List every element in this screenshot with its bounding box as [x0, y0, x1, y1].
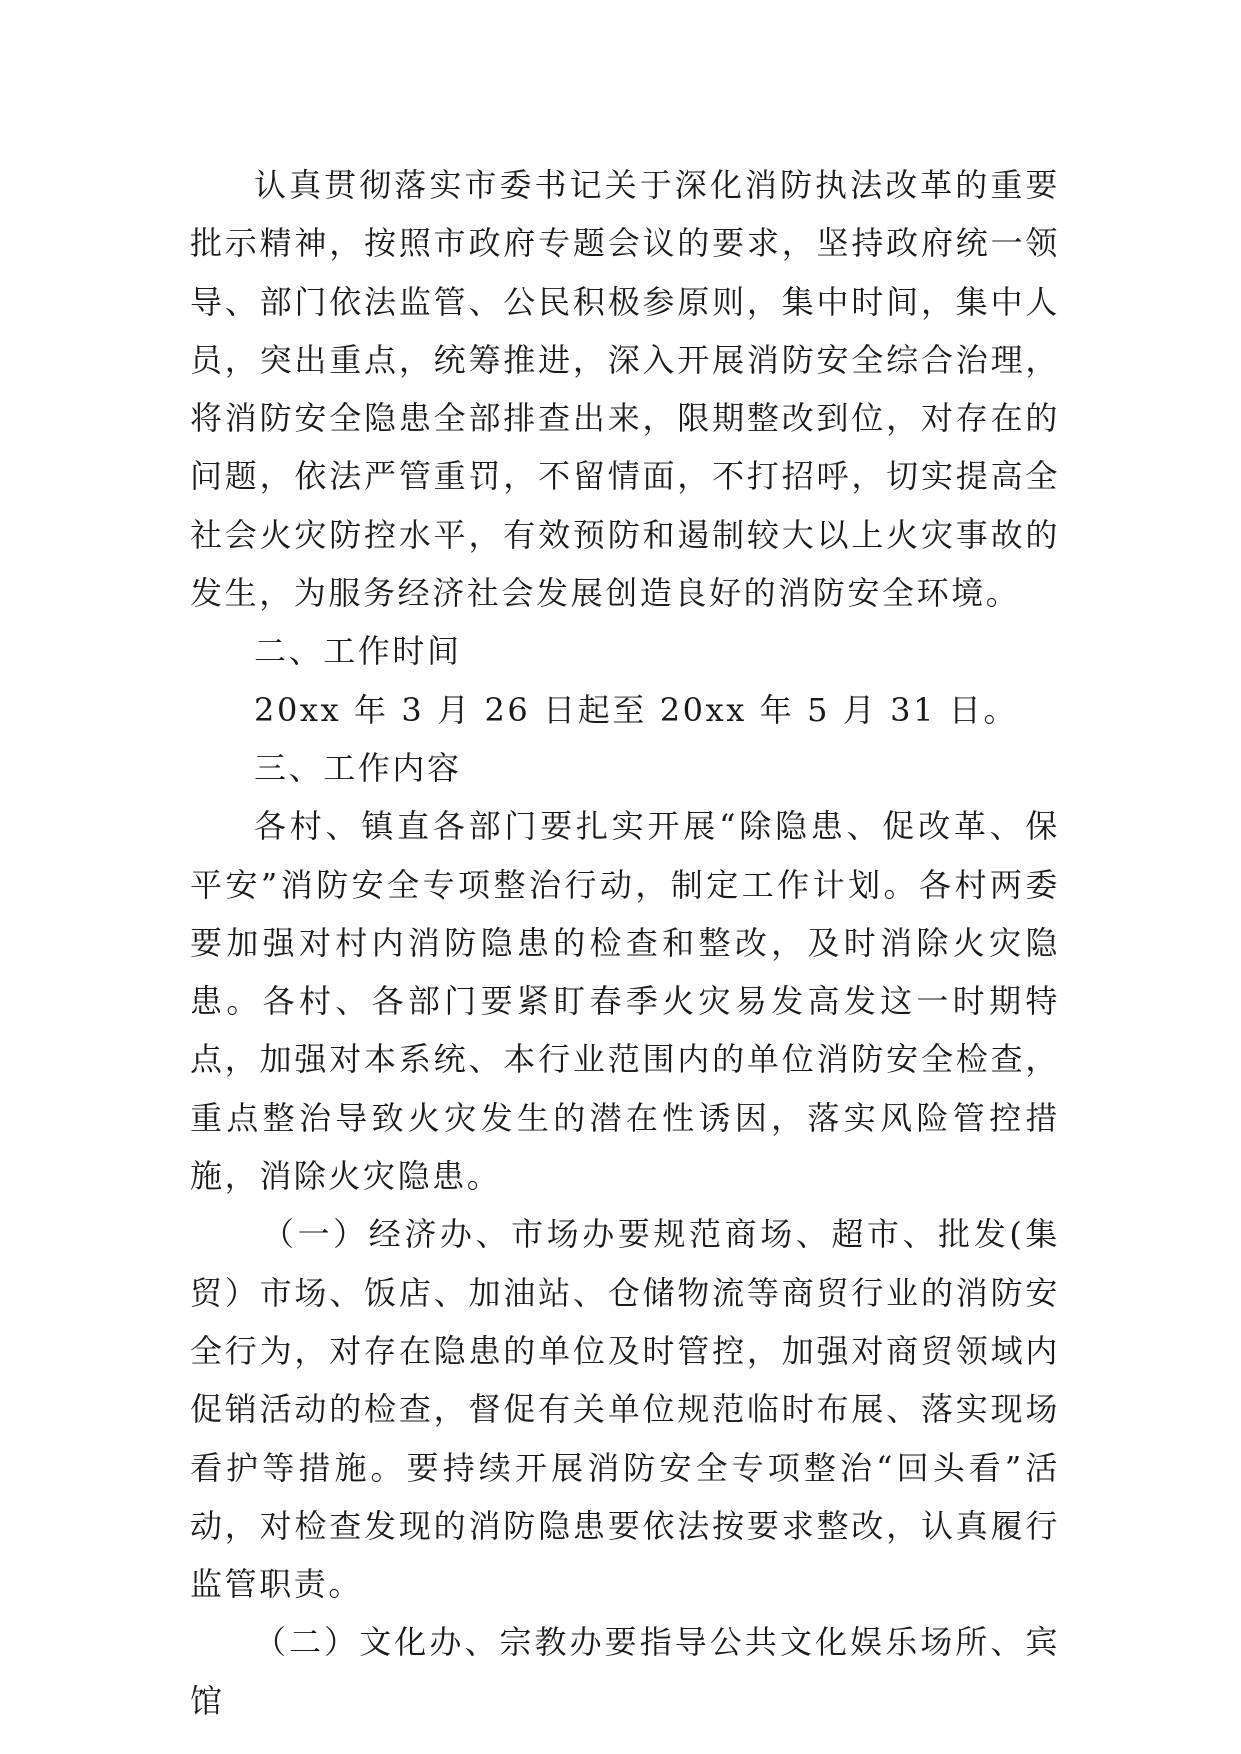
paragraph-intro: 认真贯彻落实市委书记关于深化消防执法改革的重要批示精神，按照市政府专题会议的要求，坚持政府统一领导、部门依法监管、公民积极参原则，集中时间，集中人员，突出重点，统筹推进，深入开展消防安全综合治理，将消防安全隐患全部排查出来，限期整改到位，对存在的问题，依法严管重罚，不留情面，不打招呼，切实提高全社会火灾防控水平，有效预防和遏制较大以上火灾事故的发生，为服务经济社会发展创造良好的消防安全环境。 — [190, 166, 1060, 613]
heading-work-time: 二、工作时间 — [254, 632, 462, 671]
paragraph-item-1: （一）经济办、市场办要规范商场、超市、批发(集贸）市场、饭店、加油站、仓储物流等商贸行业的消防安全行为，对存在隐患的单位及时管控，加强对商贸领域内促销活动的检查，督促有关单位规范临时布展、落实现场看护等措施。要持续开展消防安全专项整治“回头看”活动，对检查发现的消防隐患要依法按要求整改，认真履行监管职责。 — [190, 1215, 1060, 1604]
heading-work-content: 三、工作内容 — [254, 748, 462, 787]
paragraph-work-time: 20xx 年 3 月 26 日起至 20xx 年 5 月 31 日。 — [254, 690, 1019, 729]
document-page — [190, 156, 1060, 1730]
paragraph-item-2: （二）文化办、宗教办要指导公共文化娱乐场所、宾馆 — [190, 1623, 1060, 1720]
paragraph-work-content: 各村、镇直各部门要扎实开展“除隐患、促改革、保平安”消防安全专项整治行动，制定工作计划。各村两委要加强对村内消防隐患的检查和整改，及时消除火灾隐患。各村、各部门要紧盯春季火灾易发高发这一时期特点，加强对本系统、本行业范围内的单位消防安全检查，重点整治导致火灾发生的潜在性诱因，落实风险管控措施，消除火灾隐患。 — [190, 807, 1060, 1196]
